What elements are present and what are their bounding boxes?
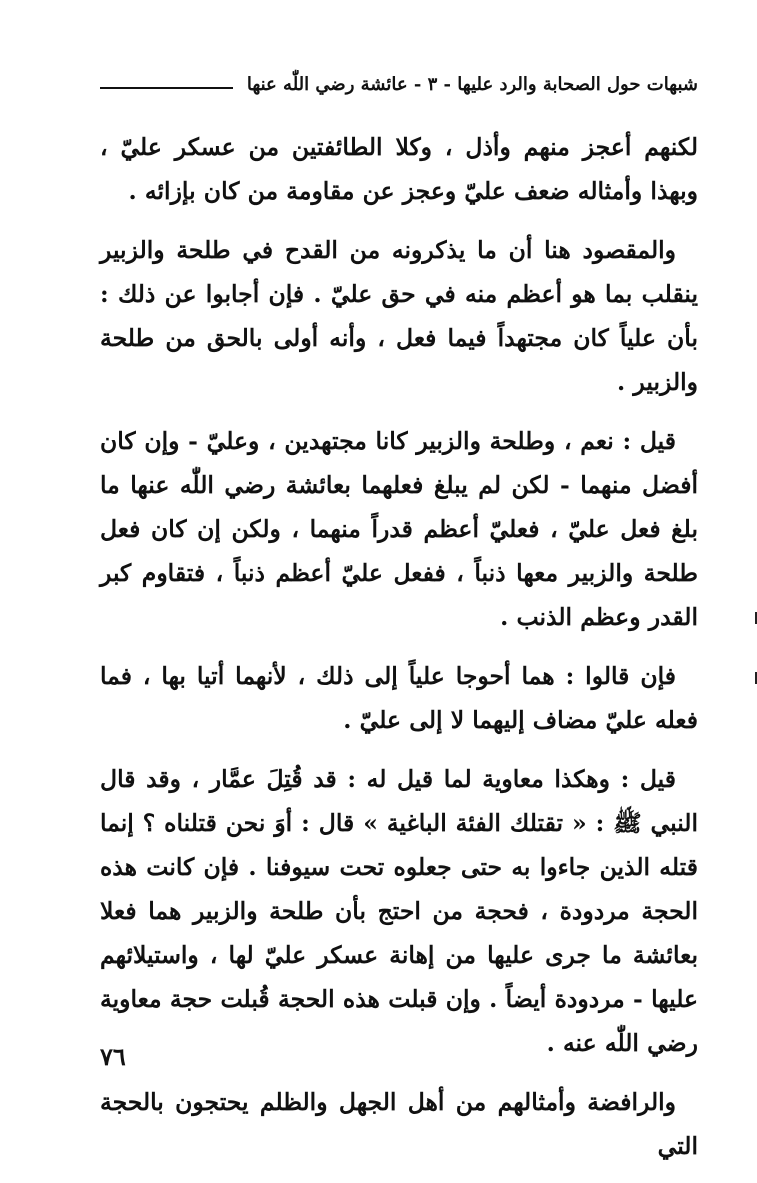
paragraph: فإن قالوا : هما أحوجا علياً إلى ذلك ، لأنهما أتيا بها ، فما فعله عليّ مضاف إليهما لا إلى عليّ . bbox=[100, 662, 698, 734]
main-text bbox=[100, 125, 698, 1183]
header-title: شبهات حول الصحابة والرد عليها - ٣ - عائشة رضي اللّٰه عنها bbox=[246, 74, 698, 95]
paragraph: والمقصود هنا أن ما يذكرونه من القدح في طلحة والزبير ينقلب بما هو أعظم منه في حق عليّ . فإن أجابوا عن ذلك : بأن علياً كان مجتهداً فيما فعل ، وأنه أولى بالحق من طلحة والزبير . bbox=[100, 236, 698, 396]
running-header bbox=[100, 58, 698, 98]
paragraph: قيل : نعم ، وطلحة والزبير كانا مجتهدين ، وعليّ - وإن كان أفضل منهما - لكن لم يبلغ فعلهما بعائشة رضي اللّٰه عنها ما بلغ فعل عليّ ، فعليّ أعظم قدراً منهما ، ولكن إن كان فعل طلحة والزبير معها ذنباً ، ففعل عليّ أعظم ذنباً ، فتقاوم كبر القدر وعظم الذنب . bbox=[100, 427, 698, 631]
paragraph: قيل : وهكذا معاوية لما قيل له : قد قُتِلَ عمَّار ، وقد قال النبي ﷺ : « تقتلك الفئة الباغية » قال : أوَ نحن قتلناه ؟ إنما قتله الذين جاءوا به حتى جعلوه تحت سيوفنا . فإن كانت هذه الحجة مردودة ، فحجة من احتج بأن طلحة والزبير هما فعلا بعائشة ما جرى عليها من إهانة عسكر عليّ لها ، واستيلائهم عليها - مردودة أيضاً . وإن قبلت هذه الحجة قُبلت حجة معاوية رضي اللّٰه عنه . bbox=[100, 765, 698, 1057]
paragraph: لكنهم أعجز منهم وأذل ، وكلا الطائفتين من عسكر عليّ ، وبهذا وأمثاله ضعف عليّ وعجز عن مقاومة من كان بإزائه . bbox=[100, 133, 698, 205]
paragraph: والرافضة وأمثالهم من أهل الجهل والظلم يحتجون بالحجة التي bbox=[100, 1088, 698, 1160]
header-rule bbox=[100, 87, 233, 89]
page-number: ٧٦ bbox=[100, 1042, 126, 1071]
